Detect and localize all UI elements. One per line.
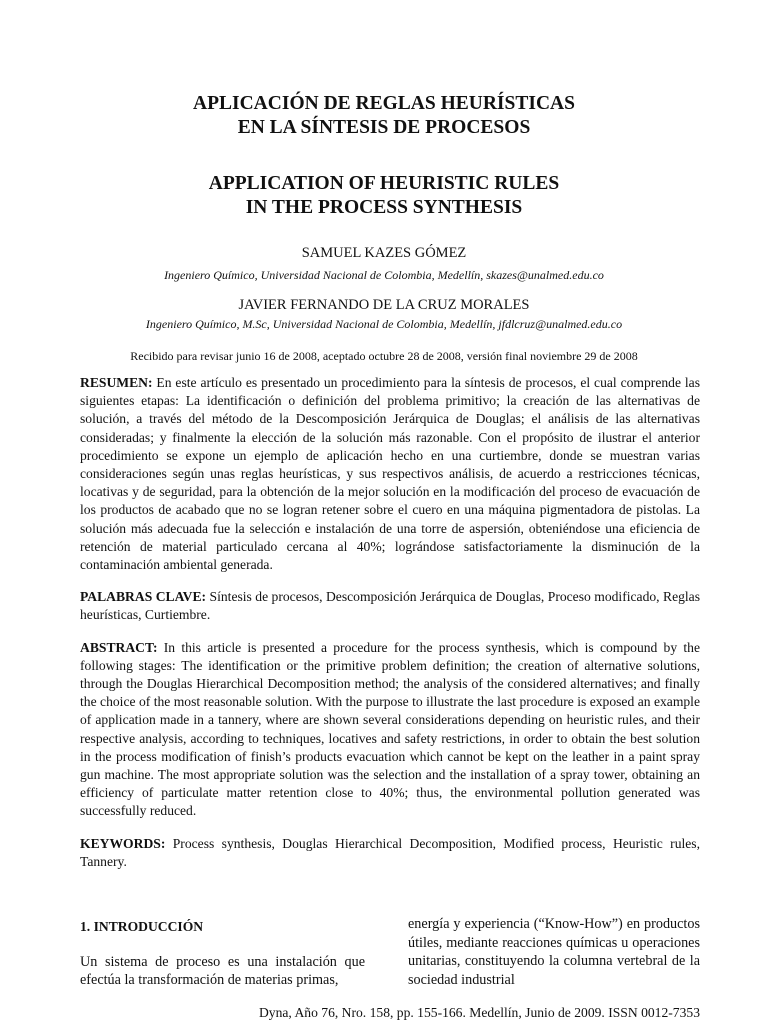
section-columns [80, 915, 700, 990]
journal-footer: Dyna, Año 76, Nro. 158, pp. 155-166. Medellín, Junio de 2009. ISSN 0012-7353 [258, 1004, 700, 1020]
received-dates: Recibido para revisar junio 16 de 2008, aceptado octubre 28 de 2008, versión final noviembre 29 de 2008 [130, 349, 638, 363]
title-line: APPLICATION OF HEURISTIC RULES [208, 173, 560, 194]
resumen-text: En este artículo es presentado un procedimiento para la síntesis de procesos, el cual comprende las siguientes etapas: La identificación o definición del problema primitivo; la creación de las alternativas de solución, a través del método de la Descomposición Jerárquica de Douglas; el análisis de las alternativas consideradas; y finalmente la elección de la solución más razonable. Con el propósito de ilustrar el anterior procedimiento se expone un ejemplo de aplicación hecho en una curtiembre, donde se muestran varias consideraciones según unas reglas heurísticas, y sus respectivos análisis, de acuerdo a restricciones técnicas, locativas y de seguridad, para la obtención de la mejor solución en la modificación del proceso de evacuación de los productos de acabado que no se logran retener sobre el cuero en una máquina pigmentadora de pistolas. La solución más adecuada fue la selección e instalación de una torre de aspersión, obteniéndose una eficiencia de retención de material particulado cercana al 40%; lográndose satisfactoriamente la disminución de la contaminación ambiental generada. [80, 375, 700, 573]
author-affiliation: Ingeniero Químico, Universidad Nacional de Colombia, Medellín, skazes@unalmed.edu.co [164, 268, 604, 282]
abstract [80, 639, 700, 821]
title-line: APLICACIÓN DE REGLAS HEURÍSTICAS [193, 93, 575, 114]
section-left-text: Un sistema de proceso es una instalación que efectúa la transformación de materias primas, [80, 953, 365, 989]
abstract-text: In this article is presented a procedure for the process synthesis, which is compound by the following stages: The identification or the primitive problem definition; the creation of alternative solutions, through the Douglas Hierarchical Decomposition method; the analysis of the considered alternatives; and finally the choice of the most reasonable solution. With the purpose to illustrate the last procedure is exposed an example of application made in a tannery, where are shown several considerations depending on heuristic rules, and their respective analysis, according to techniques, locatives and safety restrictions, in order to obtain the best solution in the process modification of finish’s products evacuation which cannot be kept on the leather in a paint spray gun machine. The most appropriate solution was the selection and the installation of a spray tower, obtaining an efficiency of particulate matter retention close to 40%; thus, the environmental pollution generated was successfully reduced. [80, 639, 700, 819]
title-spanish [0, 92, 768, 140]
title-line: IN THE PROCESS SYNTHESIS [245, 197, 523, 218]
resumen-label: RESUMEN: [80, 375, 153, 390]
palabras-clave-label: PALABRAS CLAVE: [80, 589, 207, 605]
abstract-label: ABSTRACT: [80, 639, 158, 655]
author-name: JAVIER FERNANDO DE LA CRUZ MORALES [238, 297, 530, 313]
section-right-text: energía y experiencia (“Know-How”) en productos útiles, mediante reacciones químicas u operaciones unitarias, constituyendo la columna vertebral de la sociedad industrial [408, 916, 700, 988]
author-affiliation: Ingeniero Químico, M.Sc, Universidad Nacional de Colombia, Medellín, jfdlcruz@unalmed.edu.co [145, 317, 623, 331]
title-english [0, 172, 768, 220]
title-line: EN LA SÍNTESIS DE PROCESOS [237, 117, 531, 138]
section-heading: 1. INTRODUCCIÓN [80, 919, 204, 935]
keywords-text: Process synthesis, Douglas Hierarchical Decomposition, Modified process, Heuristic rules, Tannery. [80, 835, 700, 869]
resumen [80, 374, 700, 574]
keywords [80, 835, 700, 871]
palabras-clave [80, 588, 700, 624]
left-column [80, 915, 365, 990]
main-content [80, 374, 700, 1022]
right-column [408, 915, 700, 990]
palabras-clave-text: Síntesis de procesos, Descomposición Jerárquica de Douglas, Proceso modificado, Reglas heurísticas, Curtiembre. [80, 589, 701, 623]
keywords-label: KEYWORDS: [80, 835, 166, 851]
author-name: SAMUEL KAZES GÓMEZ [301, 245, 467, 261]
